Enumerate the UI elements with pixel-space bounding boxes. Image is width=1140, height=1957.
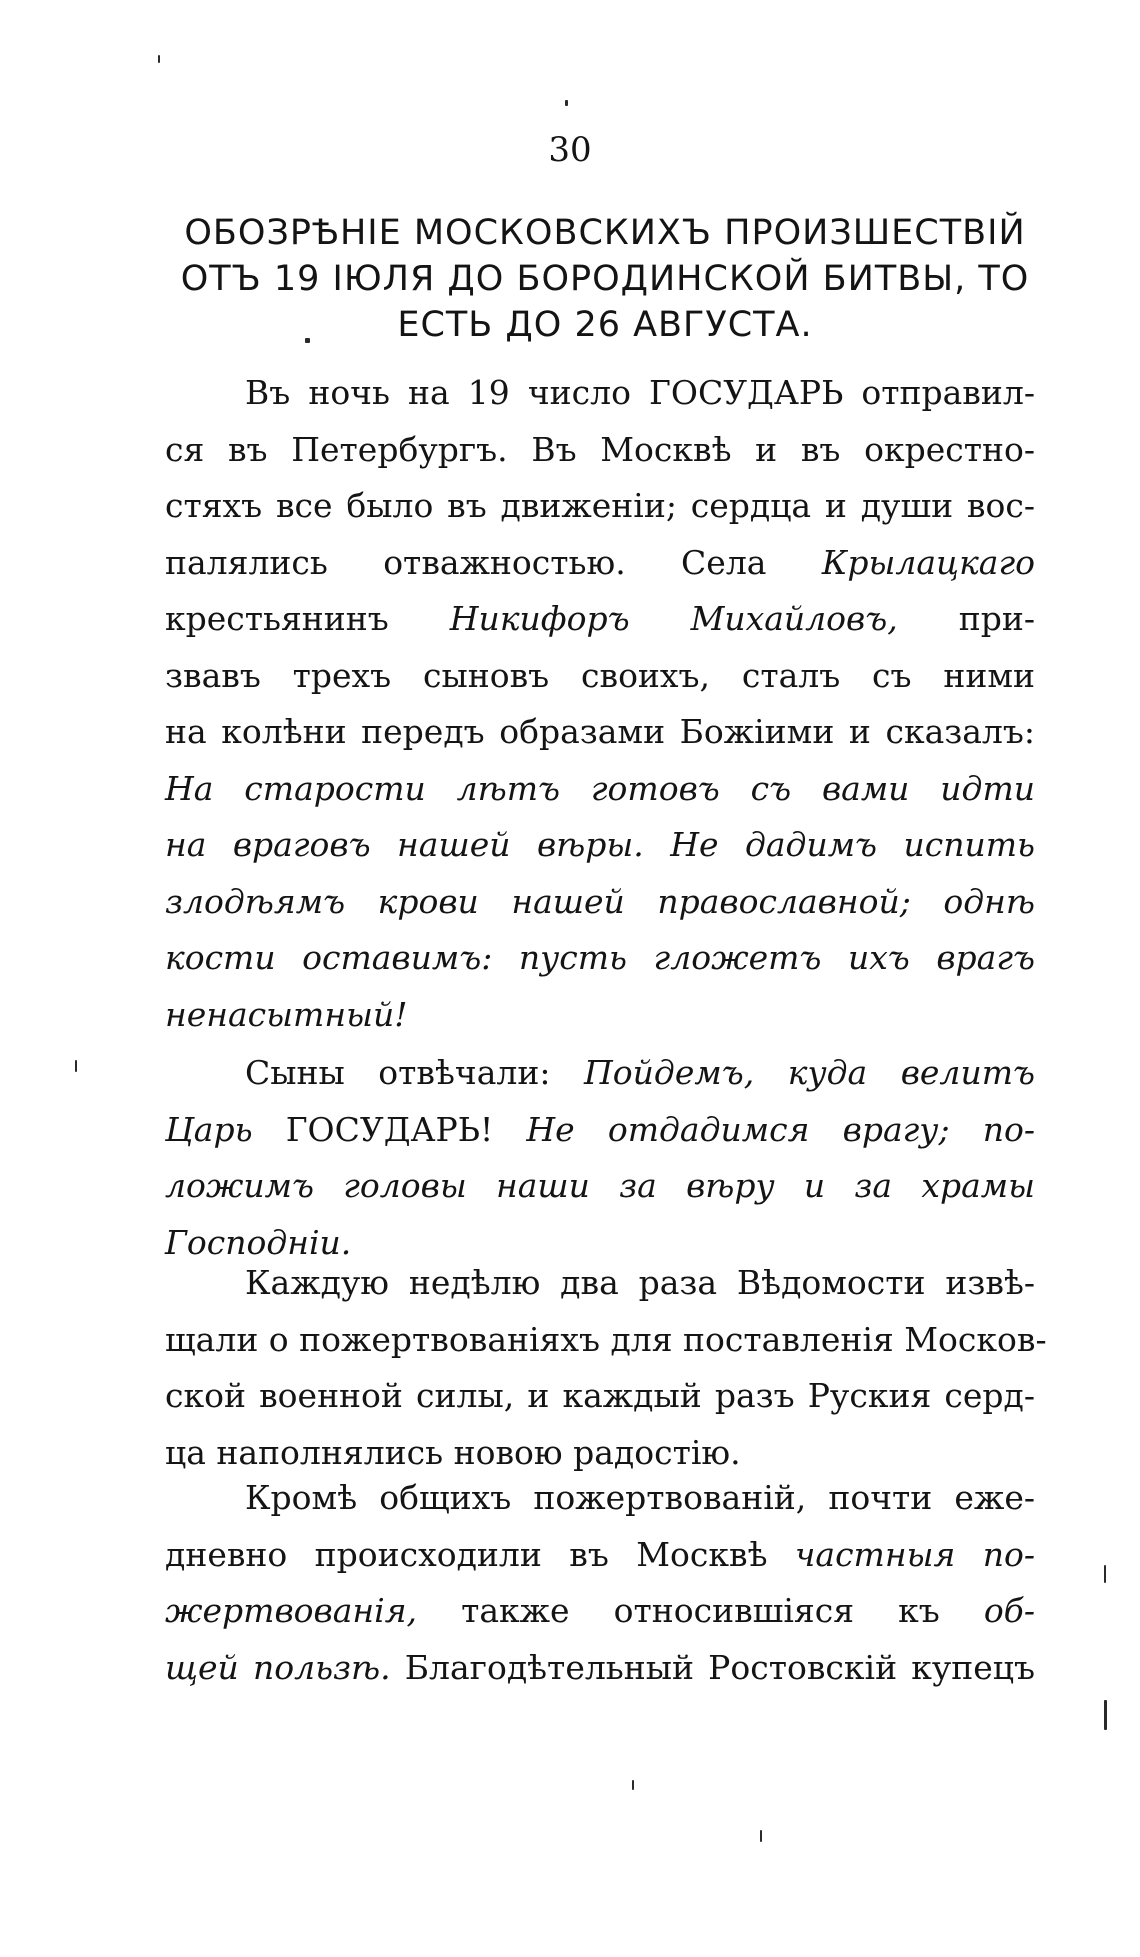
scan-speck — [305, 338, 310, 343]
text-line — [165, 1583, 1035, 1640]
italic-span: щей пользѣ. — [165, 1647, 391, 1687]
text-line: ской военной силы, и каждый разъ Руския серд- — [165, 1376, 1035, 1415]
paragraph-2 — [165, 1045, 1035, 1271]
heading-line: ЕСТЬ ДО 26 АВГУСТА. — [397, 305, 813, 345]
page-number: 30 — [548, 130, 592, 170]
text-line — [165, 535, 1035, 592]
italic-span: Не отдадимся врагу; по- — [526, 1109, 1035, 1149]
text-line — [165, 1640, 1035, 1697]
scan-speck — [1104, 1700, 1107, 1730]
italic-line: ложимъ головы наши за вѣру и за храмы — [165, 1166, 1035, 1205]
italic-line: кости оставимъ: пусть гложетъ ихъ врагъ — [165, 938, 1035, 977]
text-line — [165, 1102, 1035, 1159]
heading-line: ОБОЗРѢНІЕ МОСКОВСКИХЪ ПРОИЗШЕСТВІЙ — [184, 213, 1026, 253]
chapter-heading — [170, 210, 1040, 348]
italic-span: Пойдемъ, куда велитъ — [584, 1053, 1035, 1092]
text-line: звавъ трехъ сыновъ своихъ, сталъ съ ними — [165, 655, 1035, 695]
text-line: на колѣни передъ образами Божіими и сказалъ: — [165, 712, 1035, 751]
text-span: ГОСУДАРЬ! — [285, 1109, 494, 1149]
text-line: ся въ Петербургъ. Въ Москвѣ и въ окрестно- — [165, 429, 1035, 469]
text-line: Въ ночь на 19 число ГОСУДАРЬ отправил- — [245, 373, 1035, 412]
paragraph-1 — [165, 365, 1035, 1043]
text-line: Каждую недѣлю два раза Вѣдомости извѣ- — [245, 1263, 1035, 1302]
text-span: Благодѣтельный Ростовскій купецъ — [404, 1647, 1035, 1687]
scan-speck — [632, 1780, 634, 1790]
italic-line: Господніи. — [165, 1222, 352, 1262]
text-span: крестьянинъ — [165, 599, 389, 638]
italic-span: Никифоръ Михайловъ, — [449, 599, 898, 638]
italic-span: Крылацкаго — [821, 542, 1035, 582]
italic-line: ненасытный! — [165, 994, 408, 1034]
text-line — [165, 1045, 1035, 1102]
scan-speck — [760, 1830, 762, 1842]
italic-span: частныя по- — [794, 1534, 1035, 1574]
text-span: при- — [958, 599, 1035, 638]
scan-speck — [158, 55, 160, 63]
text-span: палялись отважностью. Села — [165, 542, 767, 582]
text-line: щали о пожертвованіяхъ для поставленія Москов- — [165, 1319, 1047, 1359]
text-line: ца наполнялись новою радостію. — [165, 1432, 741, 1472]
text-line — [165, 1527, 1035, 1584]
text-line: стяхъ все было въ движеніи; сердца и души вос- — [165, 486, 1035, 525]
italic-span: Царь — [165, 1109, 253, 1149]
scan-speck — [1104, 1565, 1106, 1583]
italic-line: злодѣямъ крови нашей православной; однѣ — [165, 881, 1035, 921]
paragraph-4 — [165, 1470, 1035, 1696]
text-span: также относившіяся къ — [461, 1591, 940, 1630]
text-span: Сыны отвѣчали: — [245, 1053, 551, 1092]
italic-span: жертвованія, — [165, 1591, 418, 1630]
paragraph-3 — [165, 1255, 1047, 1481]
heading-line: ОТЪ 19 ІЮЛЯ ДО БОРОДИНСКОЙ БИТВЫ, ТО — [180, 259, 1030, 299]
italic-line: на враговъ нашей вѣры. Не дадимъ испить — [165, 825, 1035, 864]
text-line — [165, 591, 1035, 648]
italic-line: На старости лѣтъ готовъ съ вами идти — [165, 768, 1035, 808]
text-line: Кромѣ общихъ пожертвованій, почти еже- — [245, 1478, 1035, 1517]
italic-span: об- — [983, 1591, 1035, 1630]
scan-speck — [75, 1060, 77, 1072]
text-span: дневно происходили въ Москвѣ — [165, 1534, 768, 1574]
scan-speck — [565, 100, 568, 106]
